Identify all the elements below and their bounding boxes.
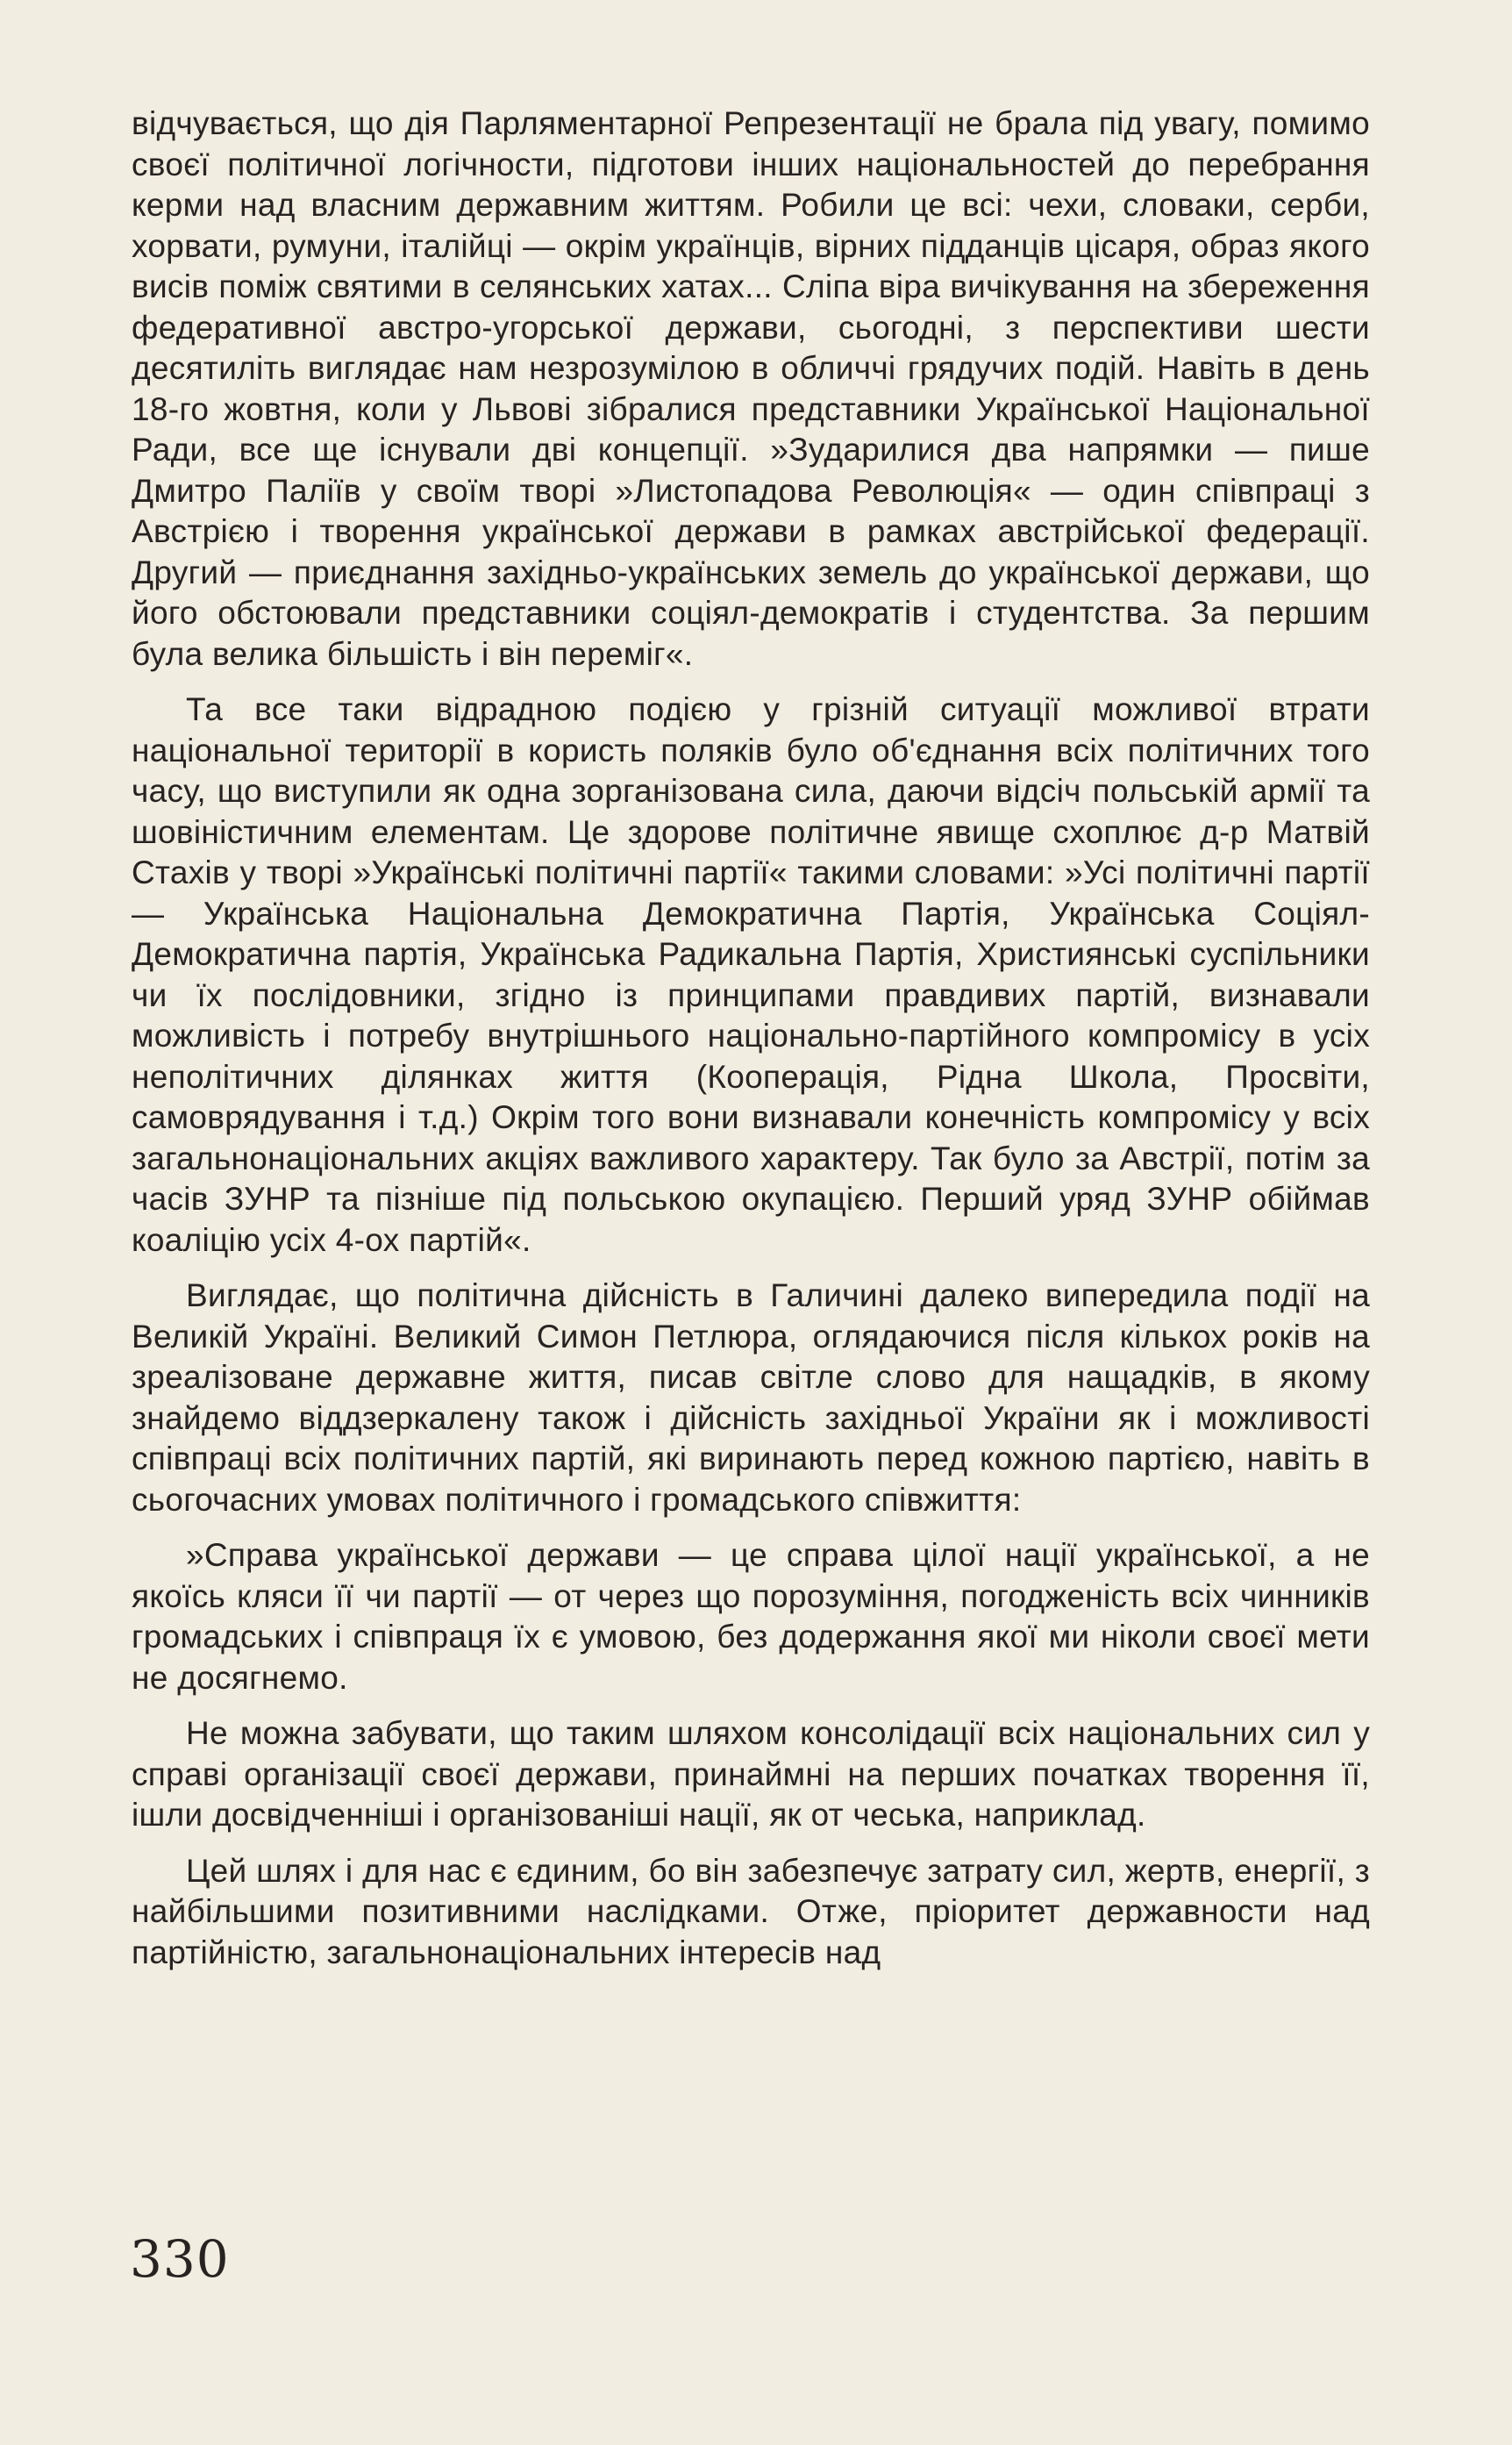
quote-paragraph: »Справа української держави — це справа цілої нації української, а не якоїсь кляси її чи партії — от через що порозуміння, погодженість всіх чинників громадських і співпраця їх є умовою, без додержання якої ми ніколи своєї мети не досягнемо. — [132, 1537, 1370, 1696]
paragraph-2: Та все таки відрадною подією у грізній ситуації можливої втрати національної території в користь поляків було об'єднання всіх політичних того часу, що виступили як одна зорганізована сила, даючи відсіч польській армії та шовіністичним елементам. Це здорове політичне явище схоплює д-р Матвій Стахів у творі »Українські політичні партії« такими словами: »Усі політичні партії — Українська Національна Демократична Партія, Українська Соціял-Демократична партія, Українська Радикальна Партія, Християнські суспільники чи їх послідовники, згідно із принципами правдивих партій, визнавали можливість і потребу внутрішнього національно-партійного компромісу в усіх неполітичних ділянках життя (Кооперація, Рідна Школа, Просвіти, самоврядування і т.д.) Окрім того вони визнавали конечність компромісу у всіх загальнонаціональних акціях важливого характеру. Так було за Австрії, потім за часів ЗУНР та пізніше під польською окупацією. Перший уряд ЗУНР обіймав коаліцію усіх 4-ох партій«. — [132, 691, 1370, 1258]
paragraph-5: Не можна забувати, що таким шляхом консолідації всіх національних сил у справі організації своєї держави, принаймні на перших початках творення її, ішли досвідченніші і організованіші нації, як от чеська, наприклад. — [132, 1715, 1370, 1833]
paragraph-3: Виглядає, що політична дійсність в Галичині далеко випередила події на Великій Україні. Великий Симон Петлюра, оглядаючися після кількох років на зреалізоване державне життя, писав світле слово для нащадків, в якому знайдемо віддзеркалену також і дійсність західньої України як і можливості співпраці всіх політичних партій, які виринають перед кожною партією, навіть в сьогочасних умовах політичного і громадського співжиття: — [132, 1277, 1370, 1518]
paragraph-6: Цей шлях і для нас є єдиним, бо він забезпечує затрату сил, жертв, енергії, з найбільшими позитивними наслідками. Отже, пріоритет державности над партійністю, загальнонаціональних інтересів над — [132, 1852, 1370, 1970]
page-number: 330 — [130, 2229, 230, 2289]
paragraph-1: відчувається, що дія Парляментарної Репрезентації не брала під увагу, помимо своєї політичної логічности, підготови інших національностей до перебрання керми над власним державним життям. Робили це всі: чехи, словаки, серби, хорвати, румуни, італійці — окрім українців, вірних підданців цісаря, образ якого висів поміж святими в селянських хатах... Сліпа віра вичікування на збереження федеративної австро-угорської держави, сьогодні, з перспективи шести десятиліть виглядає нам незрозумілою в обличчі грядучих подій. Навіть в день 18-го жовтня, коли у Львові зібралися представники Української Національної Ради, все ще існували дві концепції. »Зударилися два напрямки — пише Дмитро Паліїв у своїм творі »Листопадова Революція« — один співпраці з Австрією і творення української держави в рамках австрійської федерації. Другий — приєднання західньо-українських земель до української держави, що його обстоювали представники соціял-демократів і студентства. За першим була велика більшість і він переміг«. — [132, 105, 1370, 672]
page-body — [132, 104, 1370, 1973]
